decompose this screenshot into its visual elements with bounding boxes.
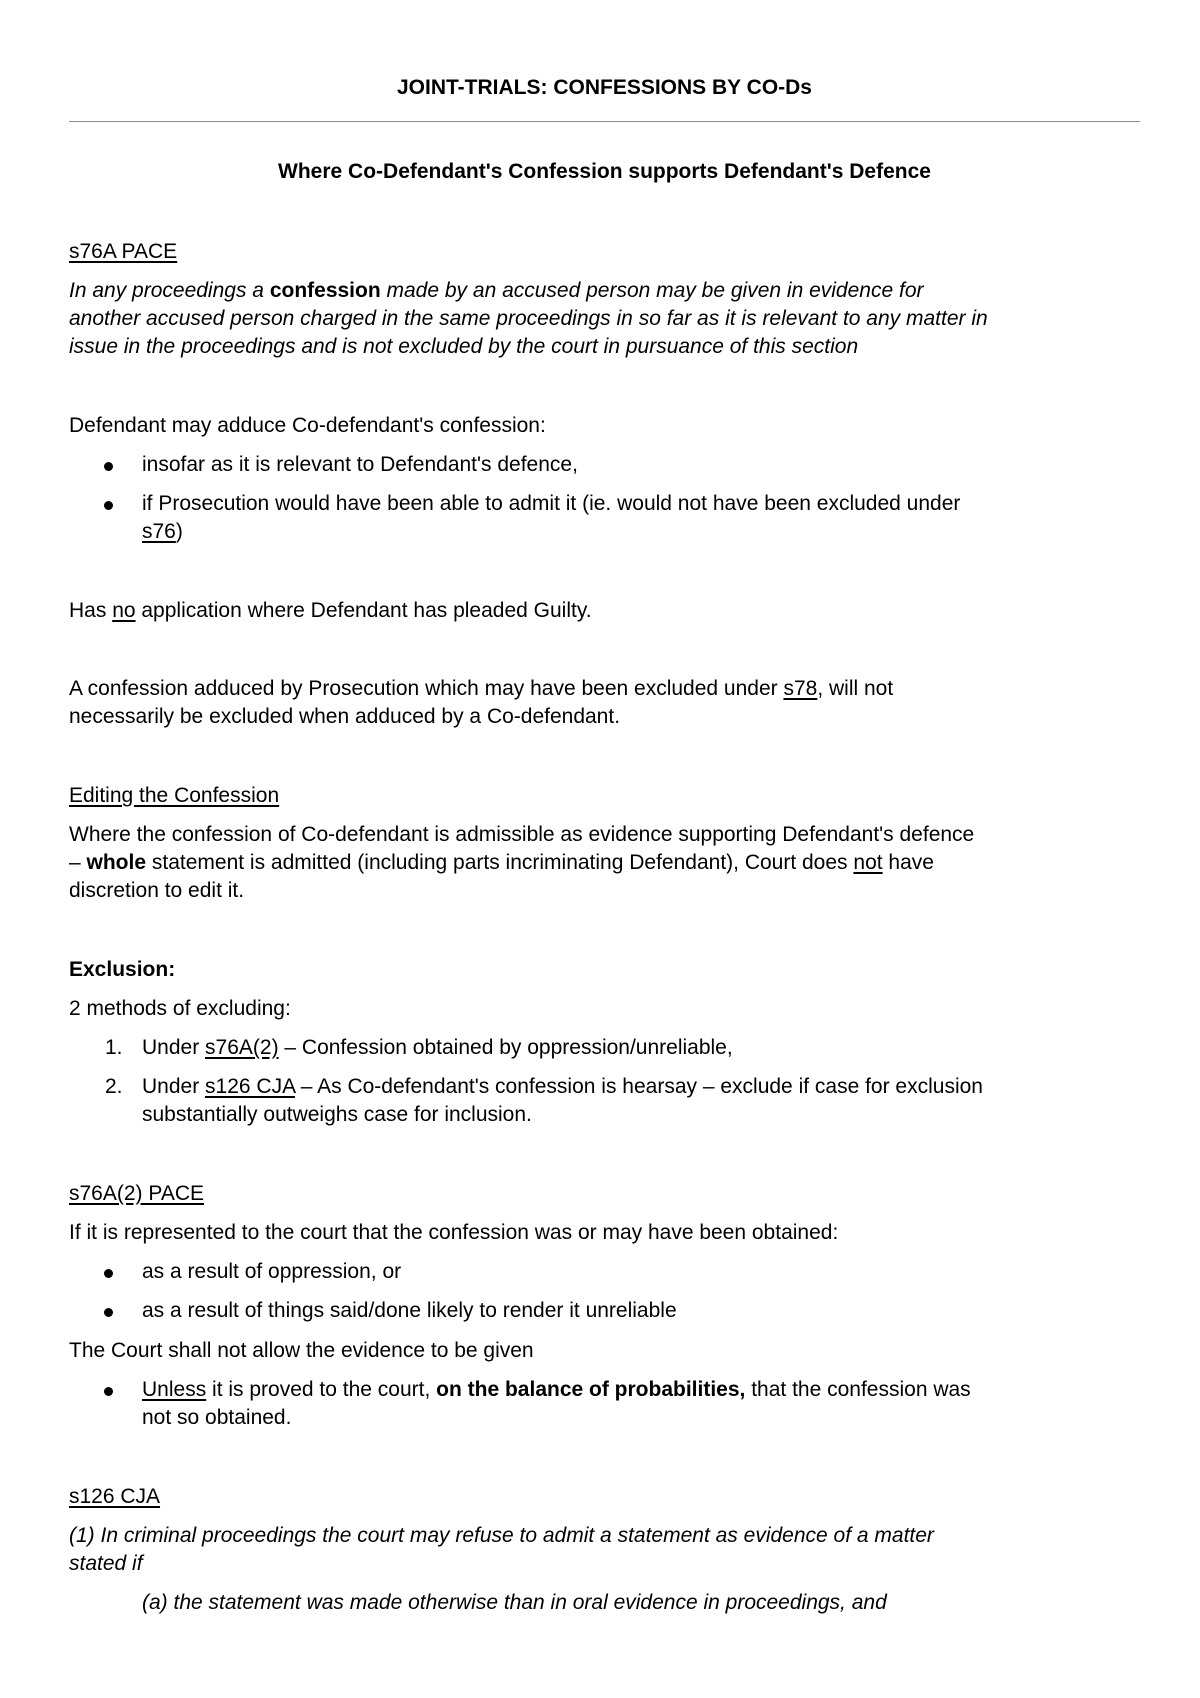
bullet-icon bbox=[104, 1269, 113, 1278]
bullet-icon bbox=[104, 1308, 113, 1317]
s126-line-1: (1) In criminal proceedings the court may refuse to admit a statement as evidence of a matter bbox=[69, 1524, 934, 1547]
s78-ref: s78 bbox=[783, 677, 818, 700]
s76a-quote-line-3: issue in the proceedings and is not excluded by the court in pursuance of this section bbox=[69, 335, 859, 358]
s76a2-bullet-1: as a result of oppression, or bbox=[142, 1260, 402, 1283]
bullet-icon bbox=[104, 501, 113, 510]
exclusion-item-1: Under s76A(2) – Confession obtained by oppression/unreliable, bbox=[142, 1036, 733, 1059]
exclusion-item-2-line-1: Under s126 CJA – As Co-defendant's confession is hearsay – exclude if case for exclusion bbox=[142, 1075, 983, 1098]
editing-line-3: discretion to edit it. bbox=[69, 879, 245, 902]
title-divider bbox=[69, 121, 1140, 122]
s76a-quote-line-2: another accused person charged in the same proceedings in so far as it is relevant to any matter in bbox=[69, 307, 988, 330]
s126-line-2: stated if bbox=[69, 1552, 143, 1575]
section-subtitle: Where Co-Defendant's Confession supports Defendant's Defence bbox=[278, 160, 931, 183]
s78-paragraph-line-2: necessarily be excluded when adduced by a Co-defendant. bbox=[69, 705, 621, 728]
s76a-quote-line-1: In any proceedings a confession made by an accused person may be given in evidence for bbox=[69, 279, 924, 302]
s76a2-ref: s76A(2) bbox=[205, 1036, 279, 1059]
list-number: 2. bbox=[105, 1075, 123, 1098]
adduce-intro: Defendant may adduce Co-defendant's confession: bbox=[69, 414, 546, 437]
adduce-bullet-1: insofar as it is relevant to Defendant's defence, bbox=[142, 453, 578, 476]
adduce-bullet-2-line-1: if Prosecution would have been able to admit it (ie. would not have been excluded under bbox=[142, 492, 961, 515]
s76a2-intro: If it is represented to the court that the confession was or may have been obtained: bbox=[69, 1221, 839, 1244]
s126-line-3: (a) the statement was made otherwise than in oral evidence in proceedings, and bbox=[142, 1591, 887, 1614]
editing-line-1: Where the confession of Co-defendant is admissible as evidence supporting Defendant's defence bbox=[69, 823, 975, 846]
exclusion-heading: Exclusion: bbox=[69, 958, 176, 981]
s76-ref: s76 bbox=[142, 520, 176, 543]
s76a2-court-line: The Court shall not allow the evidence to be given bbox=[69, 1339, 534, 1362]
exclusion-intro: 2 methods of excluding: bbox=[69, 997, 291, 1020]
s76a-heading: s76A PACE bbox=[69, 240, 178, 263]
confession-term: confession bbox=[269, 279, 381, 302]
editing-heading: Editing the Confession bbox=[69, 784, 280, 807]
list-number: 1. bbox=[105, 1036, 123, 1059]
editing-line-2: – whole statement is admitted (including parts incriminating Defendant), Court does not have bbox=[69, 851, 934, 874]
adduce-bullet-2-line-2: s76) bbox=[142, 520, 183, 543]
guilty-paragraph: Has no application where Defendant has pleaded Guilty. bbox=[69, 599, 592, 622]
bullet-icon bbox=[104, 462, 113, 471]
s78-paragraph-line-1: A confession adduced by Prosecution which may have been excluded under s78, will not bbox=[69, 677, 894, 700]
s76a2-unless-line-1: Unless it is proved to the court, on the balance of probabilities, that the confession was bbox=[142, 1378, 971, 1401]
s76a2-bullet-2: as a result of things said/done likely to render it unreliable bbox=[142, 1299, 677, 1322]
s126-ref: s126 CJA bbox=[205, 1075, 295, 1098]
document-title: JOINT-TRIALS: CONFESSIONS BY CO-Ds bbox=[397, 76, 812, 99]
bullet-icon bbox=[104, 1387, 113, 1396]
s76a2-unless-line-2: not so obtained. bbox=[142, 1406, 292, 1429]
s126-heading: s126 CJA bbox=[69, 1485, 161, 1508]
exclusion-item-2-line-2: substantially outweighs case for inclusion. bbox=[142, 1103, 532, 1126]
s76a2-heading: s76A(2) PACE bbox=[69, 1182, 204, 1205]
